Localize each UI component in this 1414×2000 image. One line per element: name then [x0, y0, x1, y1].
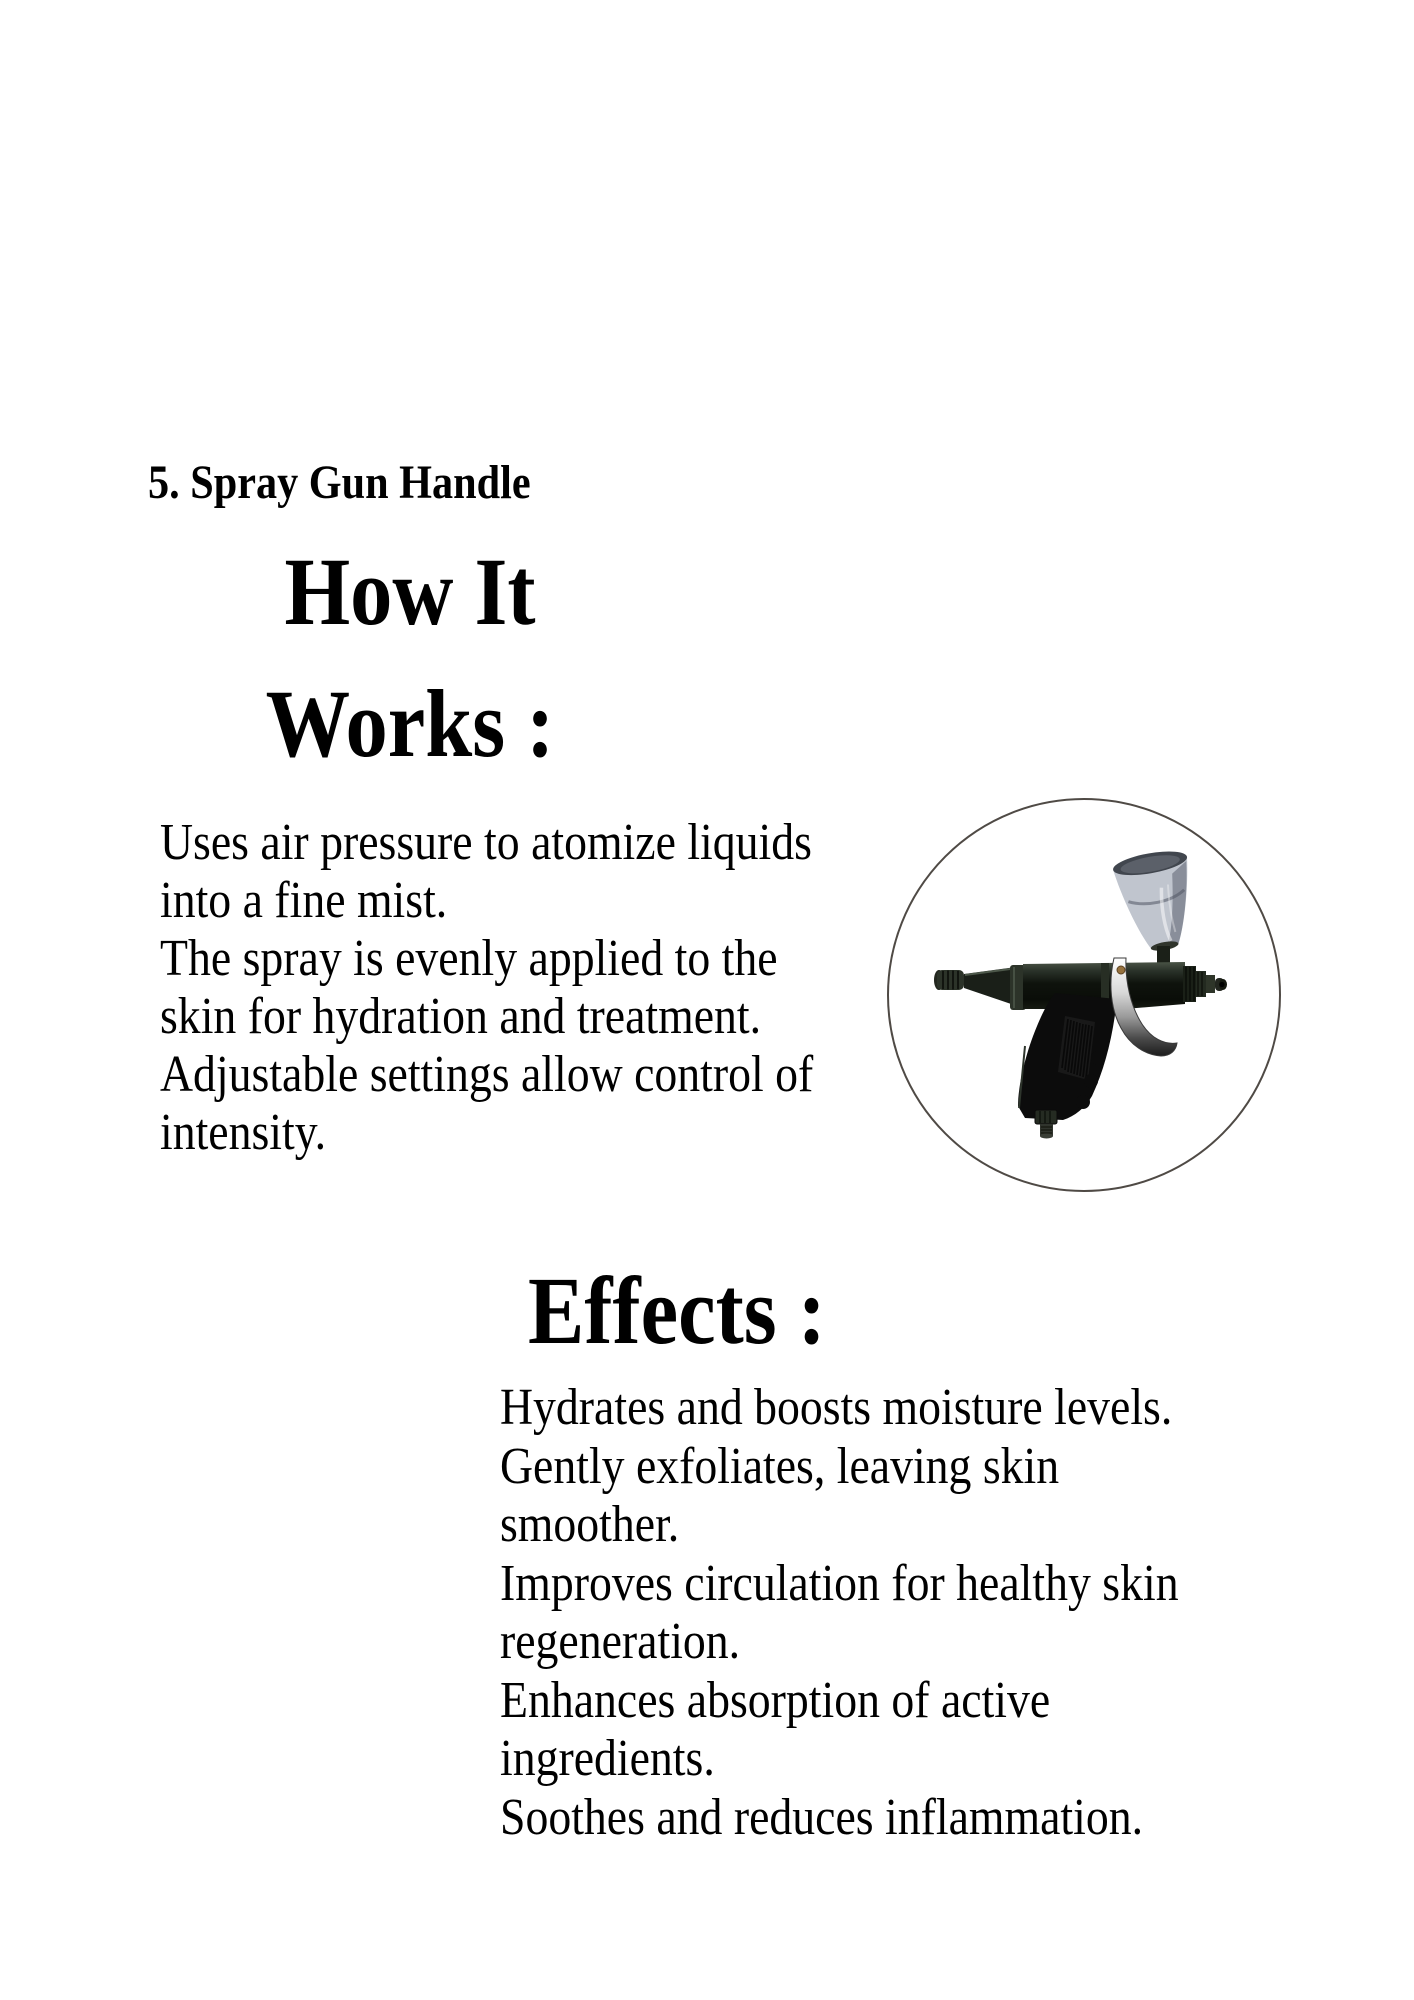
how-body-line: skin for hydration and treatment. [160, 988, 762, 1045]
how-body-line: intensity. [160, 1104, 327, 1161]
how-body-line: The spray is evenly applied to the [160, 930, 778, 987]
effects-body-line: Improves circulation for healthy skin [500, 1554, 1179, 1612]
how-it-works-heading-line2: Works : [265, 670, 555, 777]
airbrush-nozzle [934, 970, 964, 990]
how-body-line: Uses air pressure to atomize liquids [160, 814, 812, 871]
product-photo [885, 796, 1283, 1194]
effects-body-line: Soothes and reduces inflammation. [500, 1788, 1144, 1846]
effects-paragraph [500, 1379, 1179, 1847]
airbrush-spray-gun-photo [885, 796, 1283, 1194]
how-body-line: Adjustable settings allow control of [160, 1046, 814, 1103]
section-label: 5. Spray Gun Handle [148, 456, 531, 509]
how-body-line: into a fine mist. [160, 872, 448, 929]
effects-body-line: Enhances absorption of active [500, 1671, 1051, 1729]
effects-body-line: regeneration. [500, 1613, 741, 1670]
effects-heading: Effects : [528, 1257, 826, 1364]
effects-body-line: Gently exfoliates, leaving skin [500, 1437, 1060, 1495]
how-it-works-heading-line1: How It [284, 538, 536, 645]
effects-body-line: smoother. [500, 1496, 680, 1553]
effects-body-line: ingredients. [500, 1730, 715, 1787]
how-it-works-heading [252, 526, 569, 790]
how-it-works-paragraph [160, 814, 813, 1162]
effects-body-line: Hydrates and boosts moisture levels. [500, 1379, 1173, 1436]
